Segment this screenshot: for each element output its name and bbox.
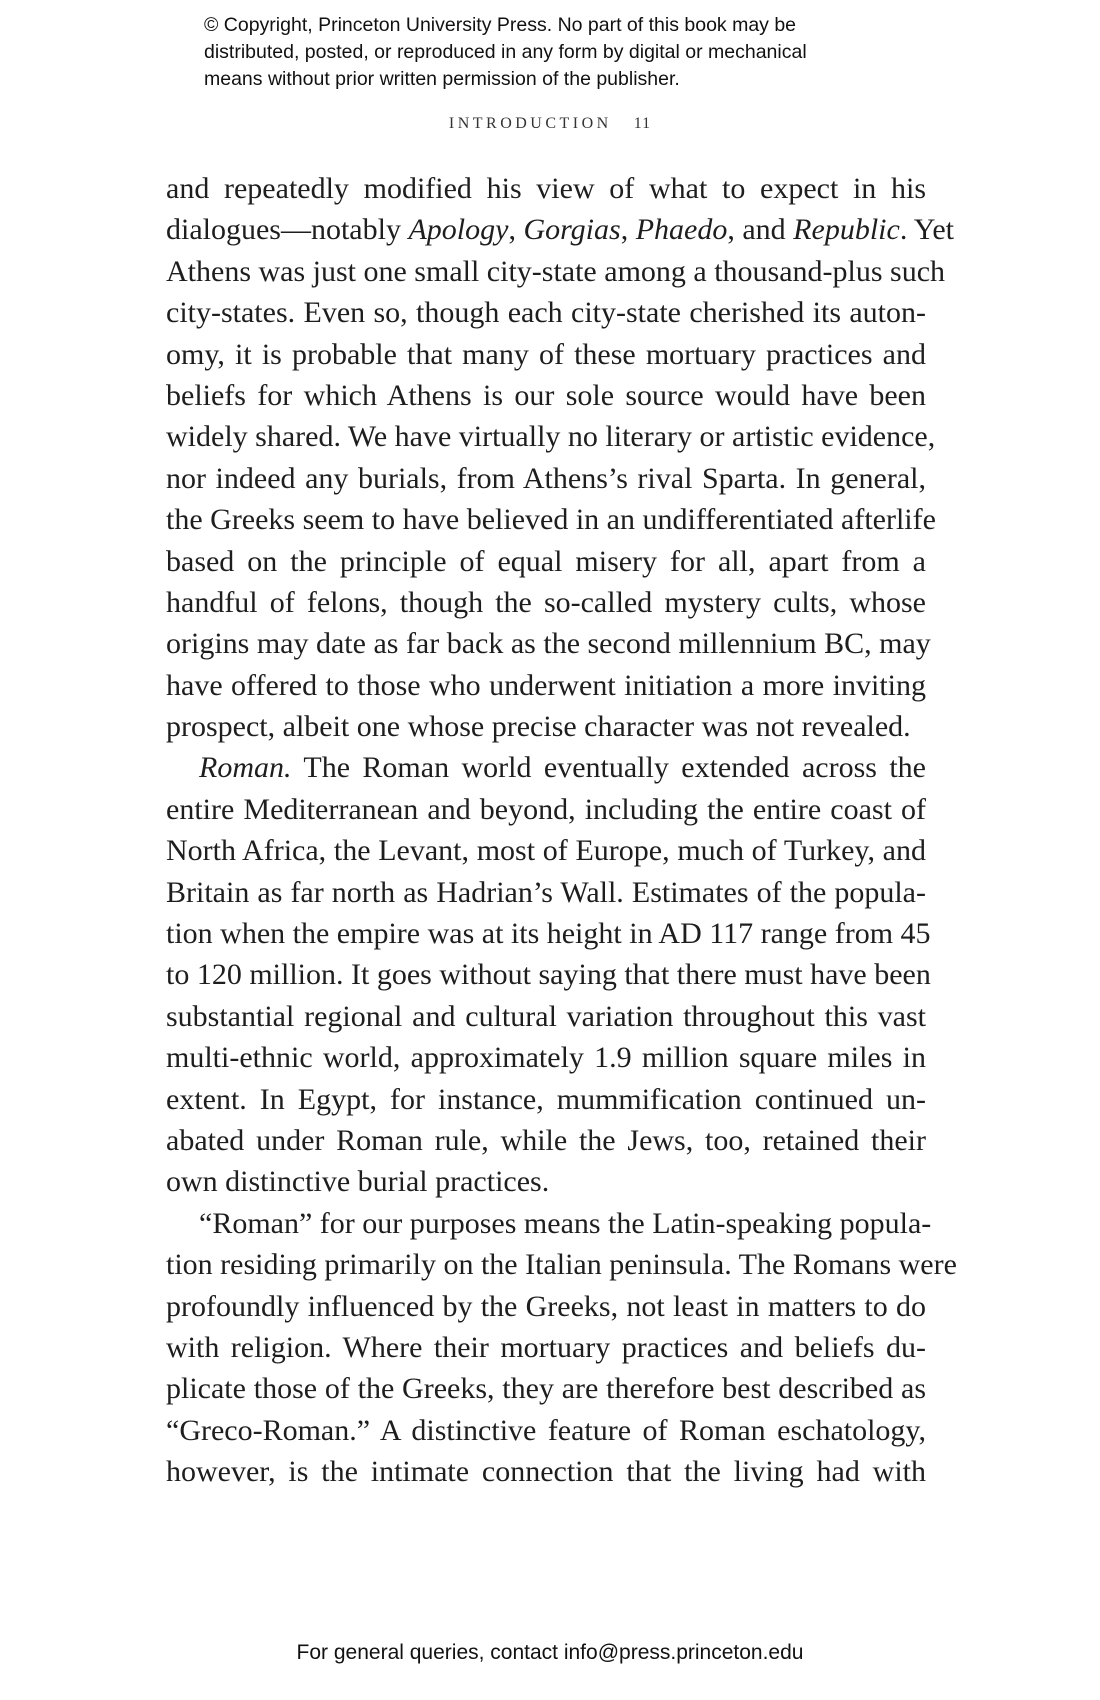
- copyright-line: © Copyright, Princeton University Press. No part of this book may be: [204, 14, 797, 36]
- text-line: the Greeks seem to have believed in an undifferentiated afterlife: [166, 503, 936, 537]
- text-line: tion residing primarily on the Italian peninsula. The Romans were: [166, 1248, 957, 1282]
- text-line: “Roman” for our purposes means the Latin-speaking popula-: [199, 1206, 932, 1240]
- page-number: 11: [633, 115, 652, 132]
- text-line: omy, it is probable that many of these mortuary practices and: [166, 337, 926, 371]
- body-text: [166, 168, 957, 1493]
- text-line: nor indeed any burials, from Athens’s rival Sparta. In general,: [166, 461, 926, 495]
- copyright-line: distributed, posted, or reproduced in any form by digital or mechanical: [204, 41, 807, 63]
- text-line: based on the principle of equal misery for all, apart from a: [166, 544, 926, 578]
- text-line: city-states. Even so, though each city-state cherished its auton-: [166, 296, 926, 330]
- text-line: to 120 million. It goes without saying that there must have been: [166, 958, 931, 992]
- text-line: substantial regional and cultural variation throughout this vast: [166, 999, 926, 1033]
- copyright-notice: [204, 12, 964, 93]
- copyright-line: means without prior written permission of the publisher.: [204, 68, 680, 90]
- text-line: Britain as far north as Hadrian’s Wall. Estimates of the popula-: [166, 875, 926, 909]
- text-line: tion when the empire was at its height in AD 117 range from 45: [166, 917, 931, 951]
- text-line: dialogues—notably Apology, Gorgias, Phaedo, and Republic. Yet: [166, 213, 955, 247]
- text-line: North Africa, the Levant, most of Europe, much of Turkey, and: [166, 834, 926, 868]
- text-line: Athens was just one small city-state among a thousand-plus such: [166, 254, 946, 288]
- text-line: extent. In Egypt, for instance, mummification continued un-: [166, 1082, 926, 1116]
- text-line: entire Mediterranean and beyond, including the entire coast of: [166, 792, 926, 826]
- text-line: and repeatedly modified his view of what to expect in his: [166, 172, 926, 205]
- running-head: [0, 115, 1100, 133]
- text-line: widely shared. We have virtually no literary or artistic evidence,: [166, 420, 936, 454]
- text-line: have offered to those who underwent initiation a more inviting: [166, 668, 926, 702]
- text-line: origins may date as far back as the second millennium BC, may: [166, 627, 931, 661]
- text-line: multi-ethnic world, approximately 1.9 million square miles in: [166, 1041, 926, 1075]
- text-line: own distinctive burial practices.: [166, 1165, 550, 1199]
- text-line: prospect, albeit one whose precise character was not revealed.: [166, 710, 911, 744]
- text-line: profoundly influenced by the Greeks, not least in matters to do: [166, 1289, 926, 1323]
- text-line: with religion. Where their mortuary practices and beliefs du-: [166, 1330, 926, 1364]
- text-line: Roman. The Roman world eventually extended across the: [199, 751, 926, 785]
- running-head-section: INTRODUCTION: [448, 115, 612, 132]
- text-line: abated under Roman rule, while the Jews, too, retained their: [166, 1123, 926, 1157]
- text-line: “Greco-Roman.” A distinctive feature of Roman eschatology,: [166, 1413, 926, 1447]
- text-line: beliefs for which Athens is our sole source would have been: [166, 378, 926, 412]
- text-line: plicate those of the Greeks, they are therefore best described as: [166, 1372, 926, 1406]
- text-line: handful of felons, though the so-called mystery cults, whose: [166, 585, 926, 619]
- text-line: however, is the intimate connection that the living had with: [166, 1455, 926, 1489]
- footer-contact: For general queries, contact info@press.princeton.edu: [296, 1641, 804, 1664]
